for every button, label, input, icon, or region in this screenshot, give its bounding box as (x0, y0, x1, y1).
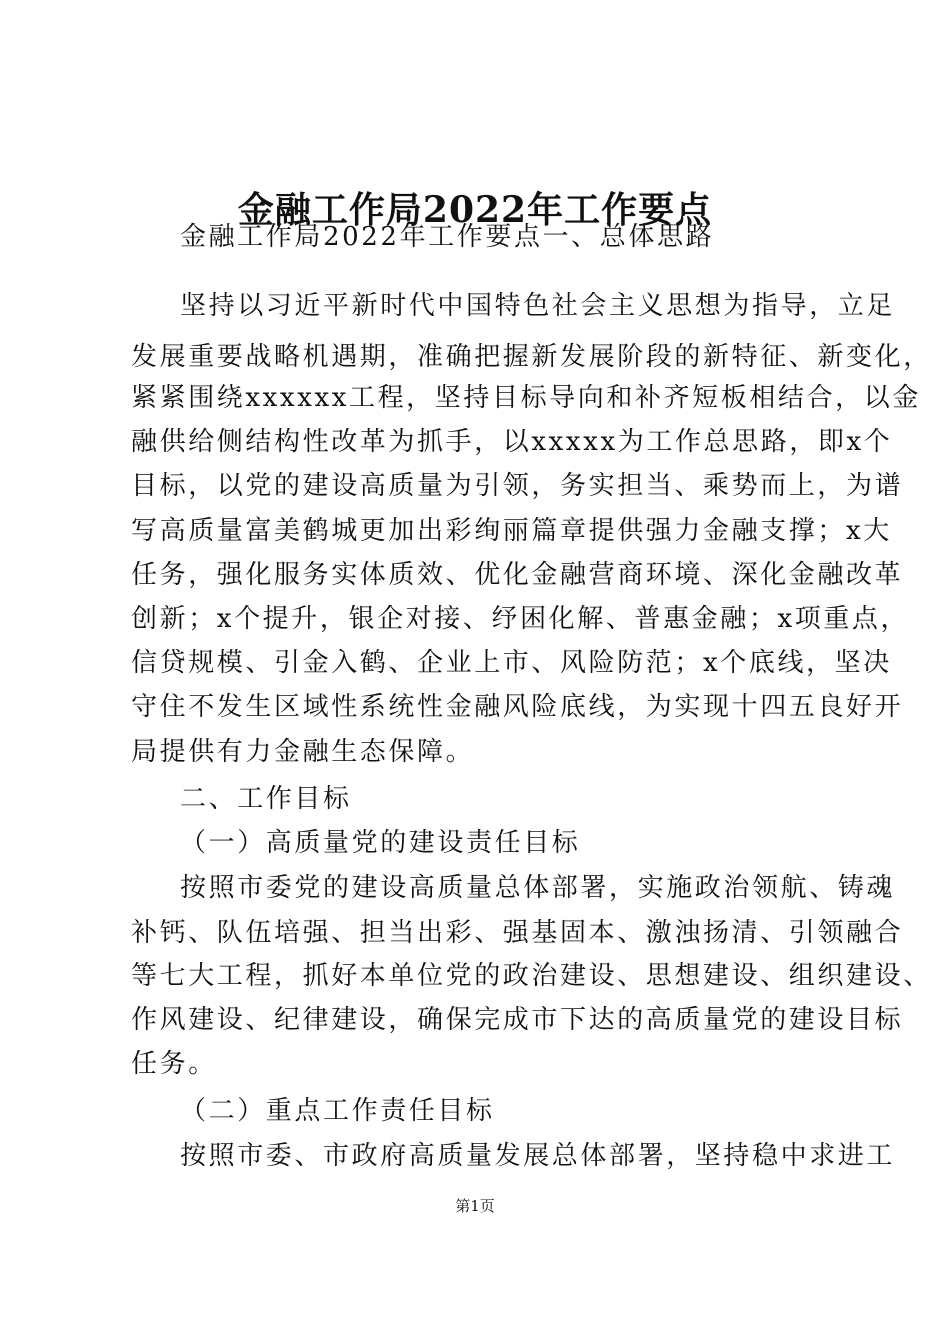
paragraph-line: 守住不发生区域性系统性金融风险底线，为实现十四五良好开 (131, 692, 904, 722)
subsection-heading-party: （一）高质量党的建设责任目标 (180, 828, 581, 858)
paragraph-line: 局提供有力金融生态保障。 (131, 737, 475, 767)
paragraph-line: 融供给侧结构性改革为抓手，以xxxxx为工作总思路，即x个 (131, 427, 893, 457)
paragraph-line: 发展重要战略机遇期，准确把握新发展阶段的新特征、新变化， (131, 342, 932, 372)
section-heading-overall: 金融工作局2022年工作要点一、总体思路 (180, 222, 715, 252)
paragraph-line: 任务，强化服务实体质效、优化金融营商环境、深化金融改革 (131, 560, 904, 590)
section-heading-goals: 二、工作目标 (180, 784, 352, 814)
paragraph-line: 等七大工程，抓好本单位党的政治建设、思想建设、组织建设、 (131, 961, 932, 991)
paragraph-line: 按照市委党的建设高质量总体部署，实施政治领航、铸魂 (180, 873, 896, 903)
paragraph-line: 写高质量富美鹤城更加出彩绚丽篇章提供强力金融支撑；x大 (131, 516, 892, 546)
document-title: 金融工作局2022年工作要点 (237, 189, 713, 231)
paragraph-line: 创新；x个提升，银企对接、纾困化解、普惠金融；x项重点， (131, 604, 910, 634)
page-number: 第1页 (455, 1197, 495, 1215)
paragraph-line: 任务。 (131, 1049, 217, 1079)
paragraph-line: 紧紧围绕xxxxxx工程，坚持目标导向和补齐短板相结合，以金 (131, 383, 921, 413)
subsection-heading-key-work: （二）重点工作责任目标 (180, 1096, 495, 1126)
paragraph-line: 坚持以习近平新时代中国特色社会主义思想为指导，立足 (180, 291, 896, 321)
paragraph-line: 按照市委、市政府高质量发展总体部署，坚持稳中求进工 (180, 1141, 896, 1171)
paragraph-line: 信贷规模、引金入鹤、企业上市、风险防范；x个底线，坚决 (131, 648, 892, 678)
paragraph-line: 补钙、队伍培强、担当出彩、强基固本、激浊扬清、引领融合 (131, 918, 904, 948)
paragraph-line: 目标，以党的建设高质量为引领，务实担当、乘势而上，为谱 (131, 471, 904, 501)
paragraph-line: 作风建设、纪律建设，确保完成市下达的高质量党的建设目标 (131, 1005, 904, 1035)
